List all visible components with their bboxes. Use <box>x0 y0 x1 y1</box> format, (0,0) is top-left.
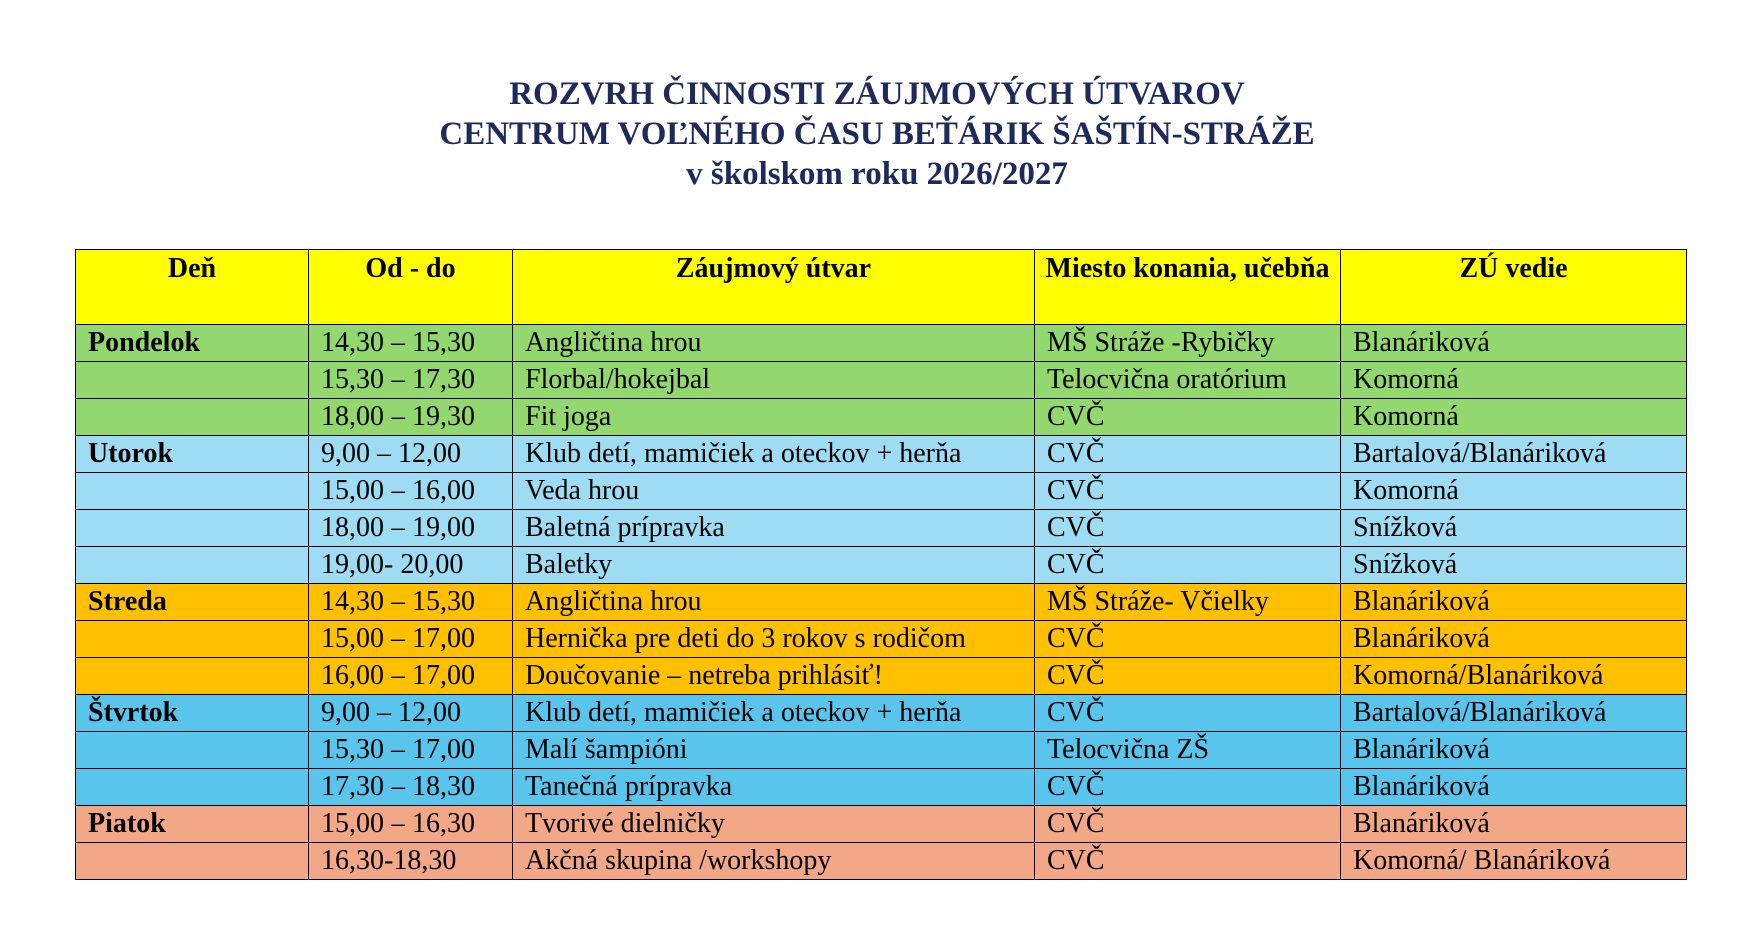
leader-cell: Blanáriková <box>1341 769 1687 806</box>
place-cell: CVČ <box>1035 843 1341 880</box>
place-cell: CVČ <box>1035 473 1341 510</box>
place-cell: CVČ <box>1035 769 1341 806</box>
time-cell: 16,30-18,30 <box>309 843 513 880</box>
place-cell: CVČ <box>1035 436 1341 473</box>
activity-cell: Florbal/hokejbal <box>513 362 1035 399</box>
activity-cell: Klub detí, mamičiek a oteckov + herňa <box>513 436 1035 473</box>
table-row <box>76 732 1687 769</box>
table-row <box>76 769 1687 806</box>
time-cell: 9,00 – 12,00 <box>309 436 513 473</box>
day-cell <box>76 399 309 436</box>
activity-cell: Fit joga <box>513 399 1035 436</box>
table-row <box>76 399 1687 436</box>
time-cell: 15,30 – 17,00 <box>309 732 513 769</box>
title-line-3: v školskom roku 2026/2027 <box>686 156 1068 192</box>
leader-cell: Bartalová/Blanáriková <box>1341 695 1687 732</box>
document-title <box>0 74 1754 194</box>
place-cell: CVČ <box>1035 695 1341 732</box>
day-cell <box>76 843 309 880</box>
activity-cell: Baletky <box>513 547 1035 584</box>
activity-cell: Veda hrou <box>513 473 1035 510</box>
day-cell <box>76 732 309 769</box>
time-cell: 15,00 – 17,00 <box>309 621 513 658</box>
table-row <box>76 658 1687 695</box>
table-row <box>76 806 1687 843</box>
place-cell: CVČ <box>1035 547 1341 584</box>
table-row <box>76 843 1687 880</box>
time-cell: 15,30 – 17,30 <box>309 362 513 399</box>
activity-cell: Baletná prípravka <box>513 510 1035 547</box>
table-row <box>76 584 1687 621</box>
place-cell: CVČ <box>1035 621 1341 658</box>
leader-cell: Blanáriková <box>1341 621 1687 658</box>
table-row <box>76 695 1687 732</box>
time-cell: 18,00 – 19,00 <box>309 510 513 547</box>
table-row <box>76 547 1687 584</box>
leader-cell: Snížková <box>1341 510 1687 547</box>
place-cell: CVČ <box>1035 806 1341 843</box>
leader-cell: Komorná <box>1341 473 1687 510</box>
time-cell: 19,00- 20,00 <box>309 547 513 584</box>
table-row <box>76 510 1687 547</box>
leader-cell: Komorná <box>1341 399 1687 436</box>
day-cell: Piatok <box>76 806 309 843</box>
table-row <box>76 362 1687 399</box>
place-cell: Telocvična ZŠ <box>1035 732 1341 769</box>
time-cell: 15,00 – 16,00 <box>309 473 513 510</box>
day-cell <box>76 769 309 806</box>
time-cell: 9,00 – 12,00 <box>309 695 513 732</box>
leader-cell: Blanáriková <box>1341 732 1687 769</box>
header-place: Miesto konania, učebňa <box>1035 250 1341 325</box>
day-cell <box>76 658 309 695</box>
leader-cell: Blanáriková <box>1341 584 1687 621</box>
day-cell <box>76 362 309 399</box>
time-cell: 14,30 – 15,30 <box>309 584 513 621</box>
header-activity: Záujmový útvar <box>513 250 1035 325</box>
table-row <box>76 621 1687 658</box>
leader-cell: Blanáriková <box>1341 806 1687 843</box>
leader-cell: Komorná/ Blanáriková <box>1341 843 1687 880</box>
header-leader: ZÚ vedie <box>1341 250 1687 325</box>
leader-cell: Snížková <box>1341 547 1687 584</box>
header-day: Deň <box>76 250 309 325</box>
activity-cell: Malí šampióni <box>513 732 1035 769</box>
day-cell: Pondelok <box>76 325 309 362</box>
day-cell <box>76 473 309 510</box>
table-row <box>76 473 1687 510</box>
schedule-table <box>75 249 1687 880</box>
leader-cell: Bartalová/Blanáriková <box>1341 436 1687 473</box>
day-cell: Streda <box>76 584 309 621</box>
place-cell: CVČ <box>1035 658 1341 695</box>
activity-cell: Doučovanie – netreba prihlásiť! <box>513 658 1035 695</box>
activity-cell: Angličtina hrou <box>513 325 1035 362</box>
day-cell <box>76 510 309 547</box>
day-cell: Utorok <box>76 436 309 473</box>
title-line-1: ROZVRH ČINNOSTI ZÁUJMOVÝCH ÚTVAROV <box>509 76 1245 112</box>
place-cell: MŠ Stráže -Rybičky <box>1035 325 1341 362</box>
time-cell: 17,30 – 18,30 <box>309 769 513 806</box>
place-cell: MŠ Stráže- Včielky <box>1035 584 1341 621</box>
header-time: Od - do <box>309 250 513 325</box>
time-cell: 18,00 – 19,30 <box>309 399 513 436</box>
activity-cell: Tvorivé dielničky <box>513 806 1035 843</box>
table-row <box>76 325 1687 362</box>
place-cell: Telocvična oratórium <box>1035 362 1341 399</box>
activity-cell: Angličtina hrou <box>513 584 1035 621</box>
day-cell <box>76 547 309 584</box>
place-cell: CVČ <box>1035 510 1341 547</box>
title-line-2: CENTRUM VOĽNÉHO ČASU BEŤÁRIK ŠAŠTÍN-STRÁŽE <box>439 116 1315 152</box>
time-cell: 16,00 – 17,00 <box>309 658 513 695</box>
activity-cell: Klub detí, mamičiek a oteckov + herňa <box>513 695 1035 732</box>
leader-cell: Komorná <box>1341 362 1687 399</box>
leader-cell: Komorná/Blanáriková <box>1341 658 1687 695</box>
place-cell: CVČ <box>1035 399 1341 436</box>
activity-cell: Akčná skupina /workshopy <box>513 843 1035 880</box>
header-row <box>76 250 1687 325</box>
table-row <box>76 436 1687 473</box>
time-cell: 14,30 – 15,30 <box>309 325 513 362</box>
activity-cell: Hernička pre deti do 3 rokov s rodičom <box>513 621 1035 658</box>
day-cell: Štvrtok <box>76 695 309 732</box>
day-cell <box>76 621 309 658</box>
activity-cell: Tanečná prípravka <box>513 769 1035 806</box>
time-cell: 15,00 – 16,30 <box>309 806 513 843</box>
leader-cell: Blanáriková <box>1341 325 1687 362</box>
